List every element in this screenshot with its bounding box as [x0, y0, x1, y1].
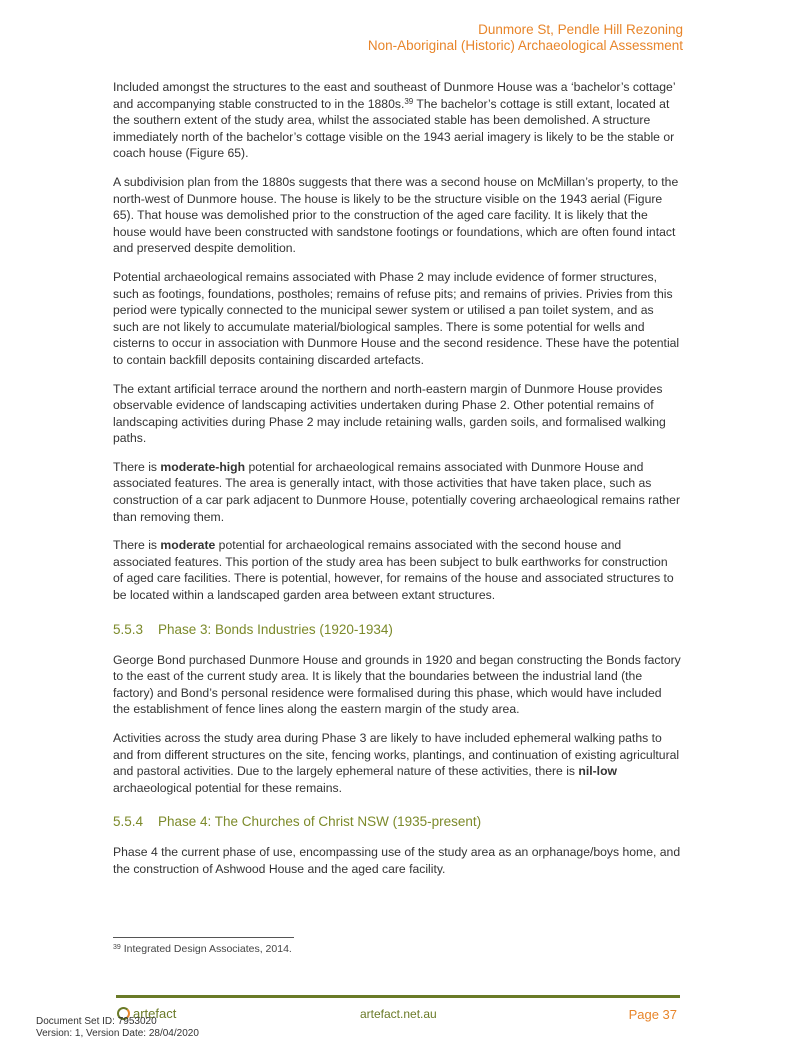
paragraph: There is moderate-high potential for archaeological remains associated with Dunmore House and associated features. The area is generally intact, with those activities that have taken place, such as construction of a car park adjacent to Dunmore House, potentially covering archaeological remains rather than removing them.: [113, 459, 681, 524]
paragraph: Activities across the study area during Phase 3 are likely to have included ephemeral walking paths to and from different structures on the site, fencing works, plantings, and continuation of existing agricultural and pastoral activities. Due to the largely ephemeral nature of these activities, there is nil-low archaeological potential for these remains.: [113, 731, 680, 795]
paragraph: The extant artificial terrace around the northern and north-eastern margin of Dunmore House provides observable evidence of landscaping activities undertaken during Phase 2. Other potential remains of landscaping activities during Phase 2 may include retaining walls, garden soils, and formalised walking paths.: [113, 381, 666, 446]
paragraph: George Bond purchased Dunmore House and grounds in 1920 and began constructing the Bonds factory to the east of the current study area. It is likely that the boundaries between the industrial land (the factory) and Bond’s personal residence were formalised during this phase, which would have included the establishment of fence lines along the eastern margin of the study area.: [113, 652, 681, 717]
header-project-title: Dunmore St, Pendle Hill Rezoning: [478, 22, 683, 37]
header-report-title: Non-Aboriginal (Historic) Archaeological Assessment: [367, 38, 683, 53]
artefact-logo: artefact: [117, 1006, 176, 1021]
paragraph: There is moderate potential for archaeological remains associated with the second house and associated features. This portion of the study area has been subject to bulk earthworks for construction of aged care facilities. There is potential, however, for remains of the house and associated structures to be located within a landscaped garden area between extant structures.: [113, 538, 674, 603]
body-text: [113, 79, 681, 890]
footnote-ref[interactable]: 39: [404, 96, 414, 106]
footer-divider: [116, 995, 680, 998]
footnote: $^{39}$ Integrated Design Associates, 2014.: [113, 943, 292, 955]
section-heading-5-5-3: 5.5.3 Phase 3: Bonds Industries (1920-1934): [113, 621, 393, 637]
running-header: [368, 22, 683, 54]
section-heading-5-5-4: 5.5.4 Phase 4: The Churches of Christ NSW (1935-present): [113, 814, 482, 830]
paragraph: Phase 4 the current phase of use, encompassing use of the study area as an orphanage/boys home, and the construction of Ashwood House and the aged care facility.: [113, 845, 681, 876]
paragraph: A subdivision plan from the 1880s suggests that there was a second house on McMillan’s property, to the north-west of Dunmore house. The house is likely to be the structure visible on the 1943 aerial (Figure 65). That house was demolished prior to the construction of the aged care facility. It is likely that the house would have been constructed with sandstone footings or foundations, which are often found intact and preserved despite demolition.: [113, 174, 679, 256]
paragraph: Potential archaeological remains associated with Phase 2 may include evidence of former structures, such as footings, foundations, postholes; remains of refuse pits; and remains of privies. Privies from this period were typically connected to the municipal sewer system or utilised a pan toilet system, and as such are not likely to accumulate material/biological samples. There is some potential for wells and cisterns to occur in association with Dunmore House and the second residence. These have the potential to contain backfill deposits containing discarded artefacts.: [113, 269, 680, 367]
page-number: Page 37: [628, 1007, 677, 1022]
document-meta: Document Set ID: 7953020 Version: 1, Version Date: 28/04/2020: [36, 1016, 199, 1039]
paragraph: Included amongst the structures to the east and southeast of Dunmore House was a ‘bachelor’s cottage’ and accompanying stable constructed to in the 1880s.$^{39}$ The bachelor’s cottage is still extant, located at the southern extent of the study area, whilst the associated stable has been demolished. A structure immediately north of the bachelor’s cottage visible on the 1943 aerial imagery is likely to be the stable or coach house (Figure 65).: [113, 80, 676, 161]
footnote-divider: [113, 937, 294, 938]
footer-url[interactable]: artefact.net.au: [360, 1007, 437, 1021]
